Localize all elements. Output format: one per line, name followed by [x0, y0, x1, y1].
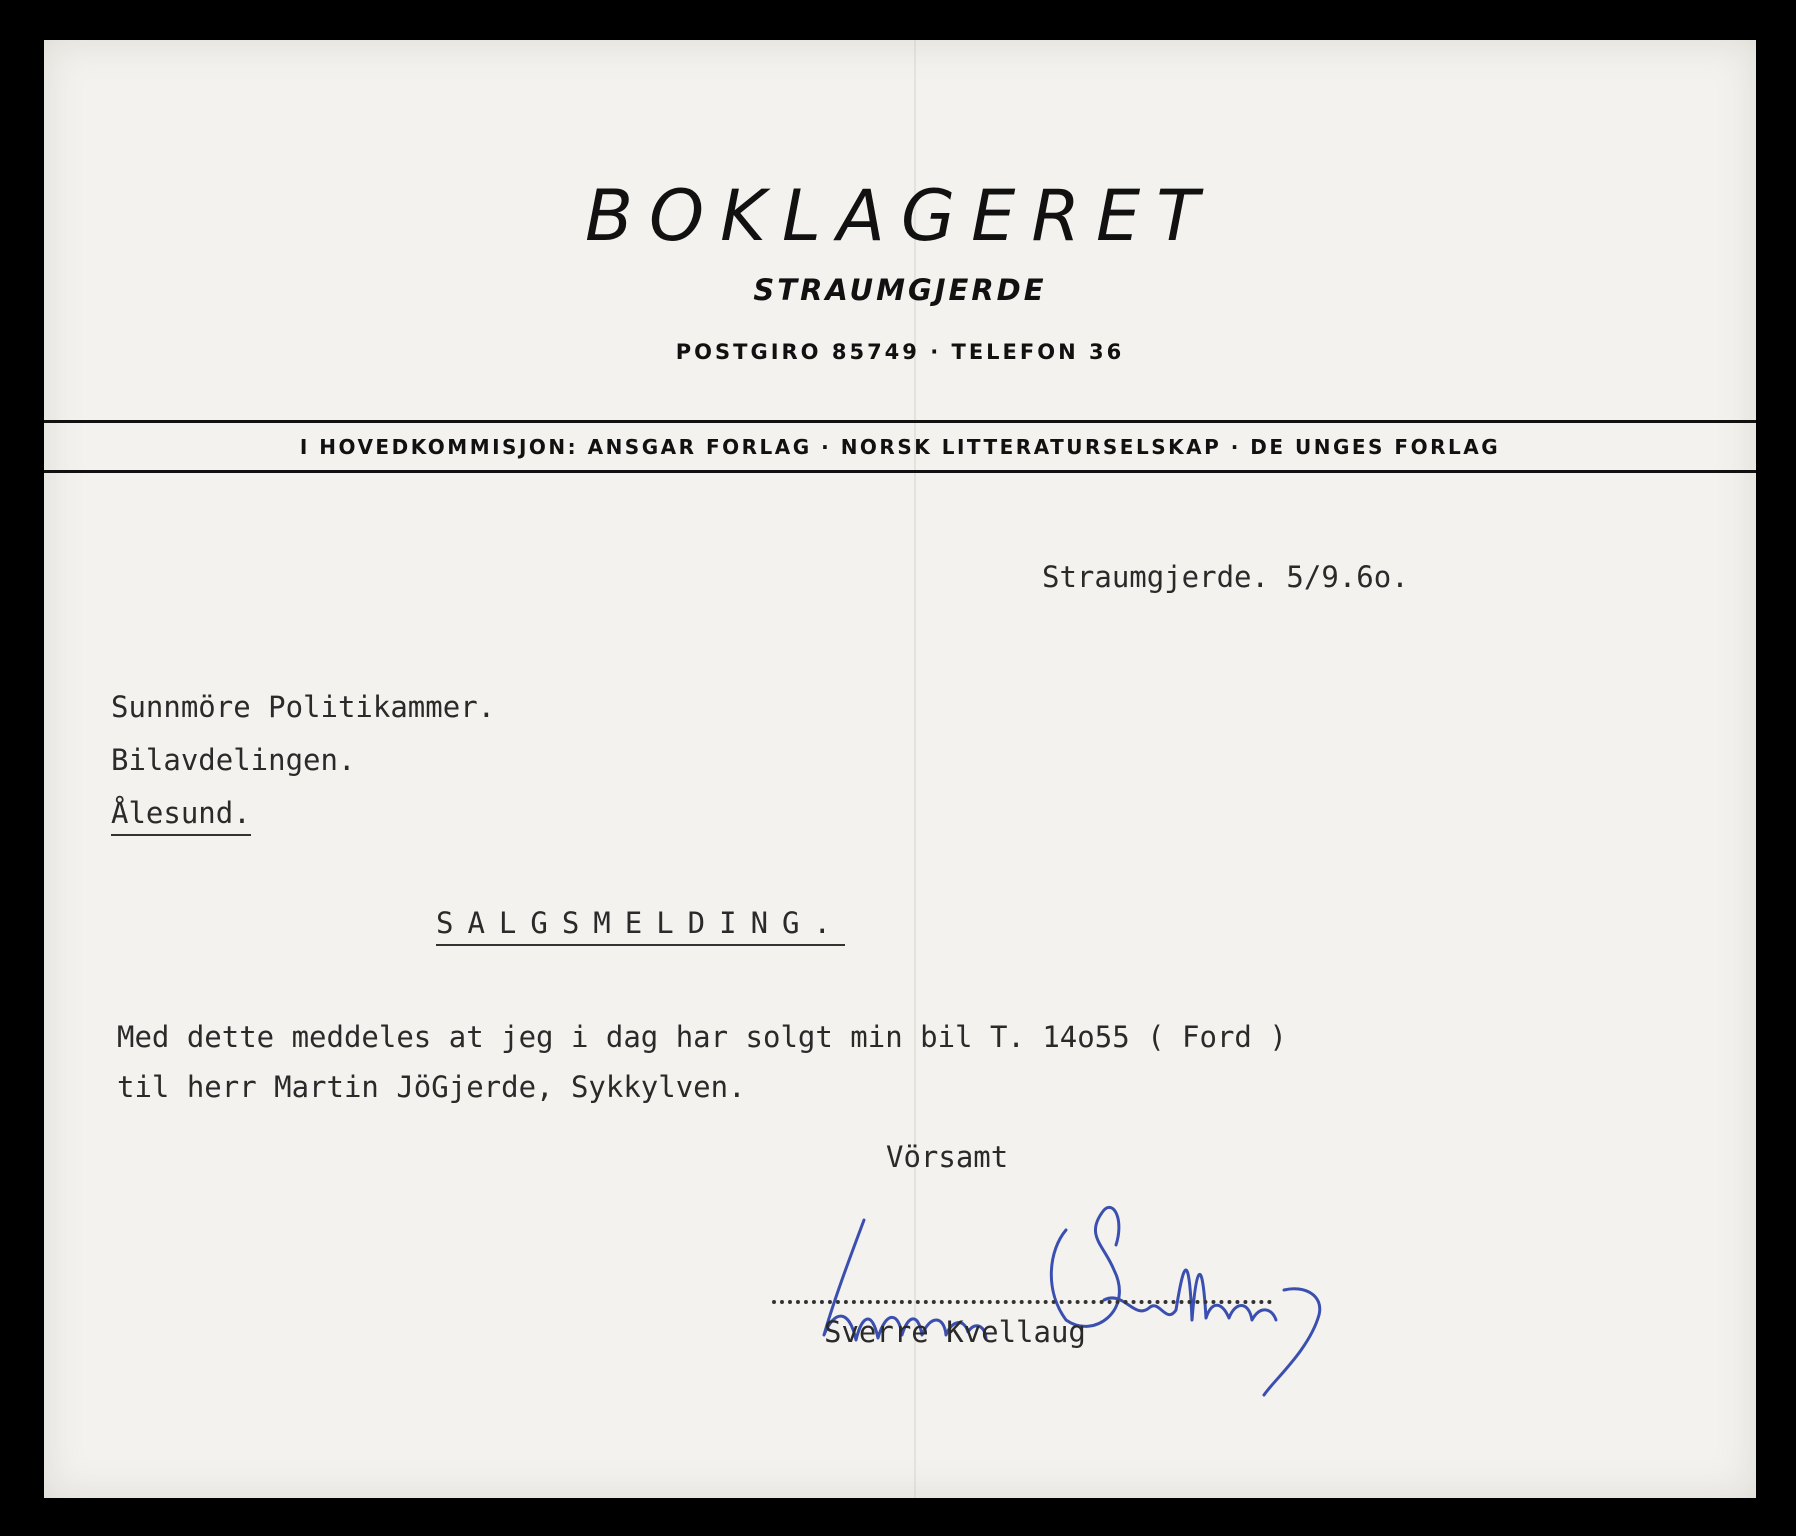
letterhead-contact: POSTGIRO 85749 · TELEFON 36 [675, 340, 1125, 364]
recipient-line-2: Bilavdelingen. [111, 743, 356, 777]
signature-dotted-line [772, 1300, 1272, 1304]
recipient-line-3: Ålesund. [111, 796, 251, 836]
body-line-1: Med dette meddeles at jeg i dag har solgt min bil T. 14o55 ( Ford ) [117, 1020, 1287, 1054]
letterhead-company-name: BOKLAGERET [584, 175, 1215, 257]
letterhead-rule-bottom [44, 470, 1756, 473]
handwritten-signature [804, 1190, 1424, 1430]
signatory-name: Sverre Kvellaug [824, 1315, 1086, 1349]
closing: Vörsamt [886, 1140, 1009, 1174]
place-date: Straumgjerde. 5/9.6o. [1042, 560, 1409, 594]
letterhead-rule-top [44, 420, 1756, 423]
letter-paper [44, 40, 1756, 1498]
letterhead-place: STRAUMGJERDE [753, 273, 1047, 307]
subject-heading: SALGSMELDING. [436, 906, 845, 946]
letterhead-commission: I HOVEDKOMMISJON: ANSGAR FORLAG · NORSK LITTERATURSELSKAP · DE UNGES FORLAG [299, 435, 1501, 459]
body-line-2: til herr Martin JöGjerde, Sykkylven. [117, 1070, 746, 1104]
recipient-line-1: Sunnmöre Politikammer. [111, 690, 496, 724]
